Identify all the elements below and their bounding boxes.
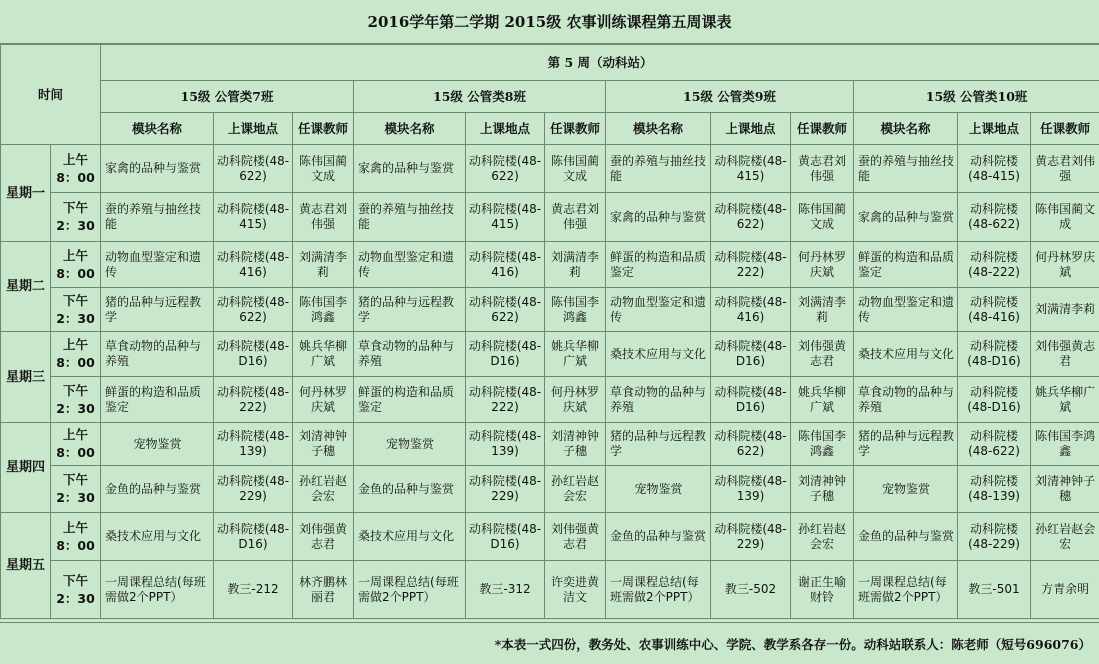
period-label: 上午 <box>63 247 89 263</box>
course-cell: 蚕的养殖与抽丝技能 <box>354 193 466 242</box>
course-cell: 一周课程总结(每班需做2个PPT） <box>606 561 711 619</box>
course-cell: 猪的品种与远程教学 <box>354 288 466 332</box>
course-cell: 家禽的品种与鉴赏 <box>354 145 466 193</box>
teacher-cell: 刘清神钟子穗 <box>545 423 606 466</box>
teacher-cell: 孙红岩赵会宏 <box>1031 513 1099 561</box>
place-cell: 动科院楼(48-622) <box>466 288 545 332</box>
footer-bar <box>0 622 1099 664</box>
place-cell: 动科院楼(48-622) <box>958 193 1031 242</box>
course-cell: 草食动物的品种与养殖 <box>854 377 958 423</box>
course-cell: 桑技术应用与文化 <box>101 513 214 561</box>
place-column-header: 上课地点 <box>214 113 293 145</box>
class-header: 15级 公管类8班 <box>354 81 606 113</box>
period-label: 上午 <box>63 427 89 442</box>
place-cell: 动科院楼(48-222) <box>711 242 791 288</box>
place-cell: 动科院楼(48-622) <box>958 423 1031 466</box>
course-cell: 宠物鉴赏 <box>606 466 711 513</box>
course-cell: 宠物鉴赏 <box>354 423 466 466</box>
course-cell: 动物血型鉴定和遗传 <box>606 288 711 332</box>
teacher-cell: 刘清神钟子穗 <box>791 466 854 513</box>
teacher-cell: 黄志君刘伟强 <box>545 193 606 242</box>
time-slot <box>51 423 101 466</box>
place-cell: 动科院楼(48-229) <box>958 513 1031 561</box>
teacher-cell: 孙红岩赵会宏 <box>293 466 354 513</box>
time-slot <box>51 242 101 288</box>
course-cell: 草食动物的品种与养殖 <box>354 332 466 377</box>
teacher-cell: 刘满清李莉 <box>545 242 606 288</box>
place-cell: 动科院楼(48-229) <box>711 513 791 561</box>
period-label: 上午 <box>63 151 89 167</box>
course-cell: 动物血型鉴定和遗传 <box>854 288 958 332</box>
time-header: 时间 <box>1 45 101 145</box>
teacher-column-header: 任课教师 <box>1031 113 1099 145</box>
course-cell: 蚕的养殖与抽丝技能 <box>854 145 958 193</box>
time-label: 8：00 <box>56 169 95 185</box>
teacher-cell: 陈伟国蔺文成 <box>545 145 606 193</box>
teacher-cell: 林齐鹏林丽君 <box>293 561 354 619</box>
teacher-column-header: 任课教师 <box>791 113 854 145</box>
course-cell: 草食动物的品种与养殖 <box>606 377 711 423</box>
time-slot <box>51 513 101 561</box>
place-cell: 动科院楼(48-415) <box>214 193 293 242</box>
course-cell: 桑技术应用与文化 <box>854 332 958 377</box>
time-slot <box>51 332 101 377</box>
teacher-cell: 陈伟国李鸿鑫 <box>791 423 854 466</box>
schedule-row <box>1 423 1099 466</box>
teacher-cell: 许奕进黄洁文 <box>545 561 606 619</box>
teacher-cell: 孙红岩赵会宏 <box>791 513 854 561</box>
teacher-cell: 何丹林罗庆斌 <box>1031 242 1099 288</box>
teacher-cell: 谢正生喻财铃 <box>791 561 854 619</box>
place-cell: 动科院楼(48-416) <box>214 242 293 288</box>
teacher-cell: 刘满清李莉 <box>1031 288 1099 332</box>
teacher-cell: 陈伟国蔺文成 <box>791 193 854 242</box>
period-label: 下午 <box>63 572 89 588</box>
place-cell: 动科院楼(48-139) <box>958 466 1031 513</box>
course-cell: 金鱼的品种与鉴赏 <box>854 513 958 561</box>
week-header: 第 5 周（动科站） <box>101 45 1099 81</box>
course-column-header: 模块名称 <box>101 113 214 145</box>
course-cell: 动物血型鉴定和遗传 <box>354 242 466 288</box>
course-column-header: 模块名称 <box>354 113 466 145</box>
footer-note: *本表一式四份，教务处、农事训练中心、学院、教学系各存一份。动科站联系人：陈老师（短号696076） <box>494 637 1091 652</box>
teacher-cell: 陈伟国蔺文成 <box>293 145 354 193</box>
course-cell: 鲜蛋的构造和品质鉴定 <box>101 377 214 423</box>
schedule-row <box>1 288 1099 332</box>
teacher-cell: 刘满清李莉 <box>791 288 854 332</box>
course-cell: 猪的品种与远程教学 <box>606 423 711 466</box>
class-header: 15级 公管类10班 <box>854 81 1099 113</box>
place-cell: 动科院楼(48-416) <box>958 288 1031 332</box>
time-label: 2：30 <box>56 310 95 326</box>
course-cell: 蚕的养殖与抽丝技能 <box>101 193 214 242</box>
teacher-cell: 刘伟强黄志君 <box>293 513 354 561</box>
time-label: 2：30 <box>56 218 95 233</box>
place-cell: 动科院楼(48-415) <box>466 193 545 242</box>
course-cell: 一周课程总结(每班需做2个PPT） <box>354 561 466 619</box>
place-cell: 动科院楼(48-139) <box>466 423 545 466</box>
place-cell: 动科院楼(48-416) <box>466 242 545 288</box>
place-cell: 动科院楼(48-229) <box>466 466 545 513</box>
time-slot <box>51 288 101 332</box>
time-label: 8：00 <box>56 445 95 460</box>
course-cell: 金鱼的品种与鉴赏 <box>354 466 466 513</box>
place-cell: 动科院楼(48-222) <box>466 377 545 423</box>
teacher-cell: 何丹林罗庆斌 <box>791 242 854 288</box>
place-column-header: 上课地点 <box>466 113 545 145</box>
place-cell: 动科院楼(48-416) <box>711 288 791 332</box>
schedule-table <box>0 44 1099 619</box>
place-cell: 动科院楼(48-622) <box>711 423 791 466</box>
schedule-row <box>1 145 1099 193</box>
period-label: 下午 <box>63 292 89 308</box>
place-cell: 动科院楼(48-D16) <box>214 332 293 377</box>
day-label: 星期一 <box>1 145 51 242</box>
course-cell: 家禽的品种与鉴赏 <box>606 193 711 242</box>
place-cell: 动科院楼(48-D16) <box>711 332 791 377</box>
day-label: 星期五 <box>1 513 51 619</box>
place-cell: 动科院楼(48-229) <box>214 466 293 513</box>
course-cell: 鲜蛋的构造和品质鉴定 <box>854 242 958 288</box>
place-cell: 动科院楼(48-D16) <box>711 377 791 423</box>
place-cell: 教三-501 <box>958 561 1031 619</box>
teacher-cell: 刘伟强黄志君 <box>791 332 854 377</box>
course-cell: 家禽的品种与鉴赏 <box>101 145 214 193</box>
period-label: 下午 <box>63 382 89 398</box>
day-label: 星期四 <box>1 423 51 513</box>
teacher-cell: 姚兵华柳广斌 <box>1031 377 1099 423</box>
place-cell: 动科院楼(48-139) <box>711 466 791 513</box>
teacher-cell: 何丹林罗庆斌 <box>545 377 606 423</box>
place-cell: 动科院楼(48-D16) <box>958 377 1031 423</box>
teacher-cell: 孙红岩赵会宏 <box>545 466 606 513</box>
period-label: 下午 <box>63 472 89 487</box>
course-cell: 猪的品种与远程教学 <box>101 288 214 332</box>
course-cell: 宠物鉴赏 <box>101 423 214 466</box>
place-column-header: 上课地点 <box>958 113 1031 145</box>
time-label: 8：00 <box>56 265 95 281</box>
time-slot <box>51 561 101 619</box>
course-cell: 金鱼的品种与鉴赏 <box>606 513 711 561</box>
place-cell: 动科院楼(48-D16) <box>958 332 1031 377</box>
place-cell: 动科院楼(48-D16) <box>466 513 545 561</box>
time-slot <box>51 145 101 193</box>
place-cell: 动科院楼(48-622) <box>711 193 791 242</box>
class-header: 15级 公管类7班 <box>101 81 354 113</box>
teacher-cell: 陈伟国蔺文成 <box>1031 193 1099 242</box>
course-cell: 宠物鉴赏 <box>854 466 958 513</box>
day-label: 星期三 <box>1 332 51 423</box>
place-cell: 动科院楼(48-D16) <box>214 513 293 561</box>
teacher-cell: 姚兵华柳广斌 <box>545 332 606 377</box>
time-label: 2：30 <box>56 400 95 416</box>
period-label: 上午 <box>63 337 89 352</box>
time-label: 2：30 <box>56 490 95 505</box>
place-cell: 动科院楼(48-415) <box>711 145 791 193</box>
teacher-cell: 陈伟国李鸿鑫 <box>545 288 606 332</box>
course-cell: 一周课程总结(每班需做2个PPT） <box>101 561 214 619</box>
place-cell: 教三-312 <box>466 561 545 619</box>
course-cell: 桑技术应用与文化 <box>354 513 466 561</box>
teacher-cell: 姚兵华柳广斌 <box>791 377 854 423</box>
teacher-cell: 刘清神钟子穗 <box>1031 466 1099 513</box>
teacher-cell: 方青余明 <box>1031 561 1099 619</box>
place-cell: 动科院楼(48-622) <box>466 145 545 193</box>
place-cell: 教三-212 <box>214 561 293 619</box>
place-cell: 动科院楼(48-139) <box>214 423 293 466</box>
teacher-cell: 黄志君刘伟强 <box>791 145 854 193</box>
course-cell: 家禽的品种与鉴赏 <box>854 193 958 242</box>
course-column-header: 模块名称 <box>854 113 958 145</box>
teacher-cell: 刘伟强黄志君 <box>1031 332 1099 377</box>
teacher-cell: 陈伟国李鸿鑫 <box>293 288 354 332</box>
schedule-row <box>1 332 1099 377</box>
teacher-column-header: 任课教师 <box>545 113 606 145</box>
schedule-row <box>1 193 1099 242</box>
course-cell: 蚕的养殖与抽丝技能 <box>606 145 711 193</box>
course-column-header: 模块名称 <box>606 113 711 145</box>
teacher-cell: 刘清神钟子穗 <box>293 423 354 466</box>
place-cell: 动科院楼(48-415) <box>958 145 1031 193</box>
teacher-cell: 姚兵华柳广斌 <box>293 332 354 377</box>
page-title: 2016学年第二学期 2015级 农事训练课程第五周课表 <box>0 0 1099 44</box>
schedule-row <box>1 466 1099 513</box>
teacher-cell: 黄志君刘伟强 <box>1031 145 1099 193</box>
course-cell: 桑技术应用与文化 <box>606 332 711 377</box>
schedule-row <box>1 513 1099 561</box>
time-slot <box>51 377 101 423</box>
course-cell: 动物血型鉴定和遗传 <box>101 242 214 288</box>
class-header: 15级 公管类9班 <box>606 81 854 113</box>
course-cell: 草食动物的品种与养殖 <box>101 332 214 377</box>
course-cell: 猪的品种与远程教学 <box>854 423 958 466</box>
place-cell: 教三-502 <box>711 561 791 619</box>
time-label: 8：00 <box>56 355 95 370</box>
teacher-column-header: 任课教师 <box>293 113 354 145</box>
period-label: 下午 <box>63 200 89 215</box>
course-cell: 鲜蛋的构造和品质鉴定 <box>606 242 711 288</box>
teacher-cell: 刘满清李莉 <box>293 242 354 288</box>
place-cell: 动科院楼(48-622) <box>214 145 293 193</box>
place-cell: 动科院楼(48-222) <box>214 377 293 423</box>
teacher-cell: 何丹林罗庆斌 <box>293 377 354 423</box>
place-cell: 动科院楼(48-D16) <box>466 332 545 377</box>
schedule-row <box>1 377 1099 423</box>
day-label: 星期二 <box>1 242 51 332</box>
time-label: 2：30 <box>56 590 95 606</box>
time-slot <box>51 193 101 242</box>
schedule-row <box>1 561 1099 619</box>
time-slot <box>51 466 101 513</box>
schedule-row <box>1 242 1099 288</box>
course-cell: 一周课程总结(每班需做2个PPT） <box>854 561 958 619</box>
course-cell: 金鱼的品种与鉴赏 <box>101 466 214 513</box>
place-column-header: 上课地点 <box>711 113 791 145</box>
teacher-cell: 刘伟强黄志君 <box>545 513 606 561</box>
time-label: 8：00 <box>56 537 95 553</box>
place-cell: 动科院楼(48-622) <box>214 288 293 332</box>
teacher-cell: 黄志君刘伟强 <box>293 193 354 242</box>
teacher-cell: 陈伟国李鸿鑫 <box>1031 423 1099 466</box>
place-cell: 动科院楼(48-222) <box>958 242 1031 288</box>
period-label: 上午 <box>63 519 89 535</box>
course-cell: 鲜蛋的构造和品质鉴定 <box>354 377 466 423</box>
